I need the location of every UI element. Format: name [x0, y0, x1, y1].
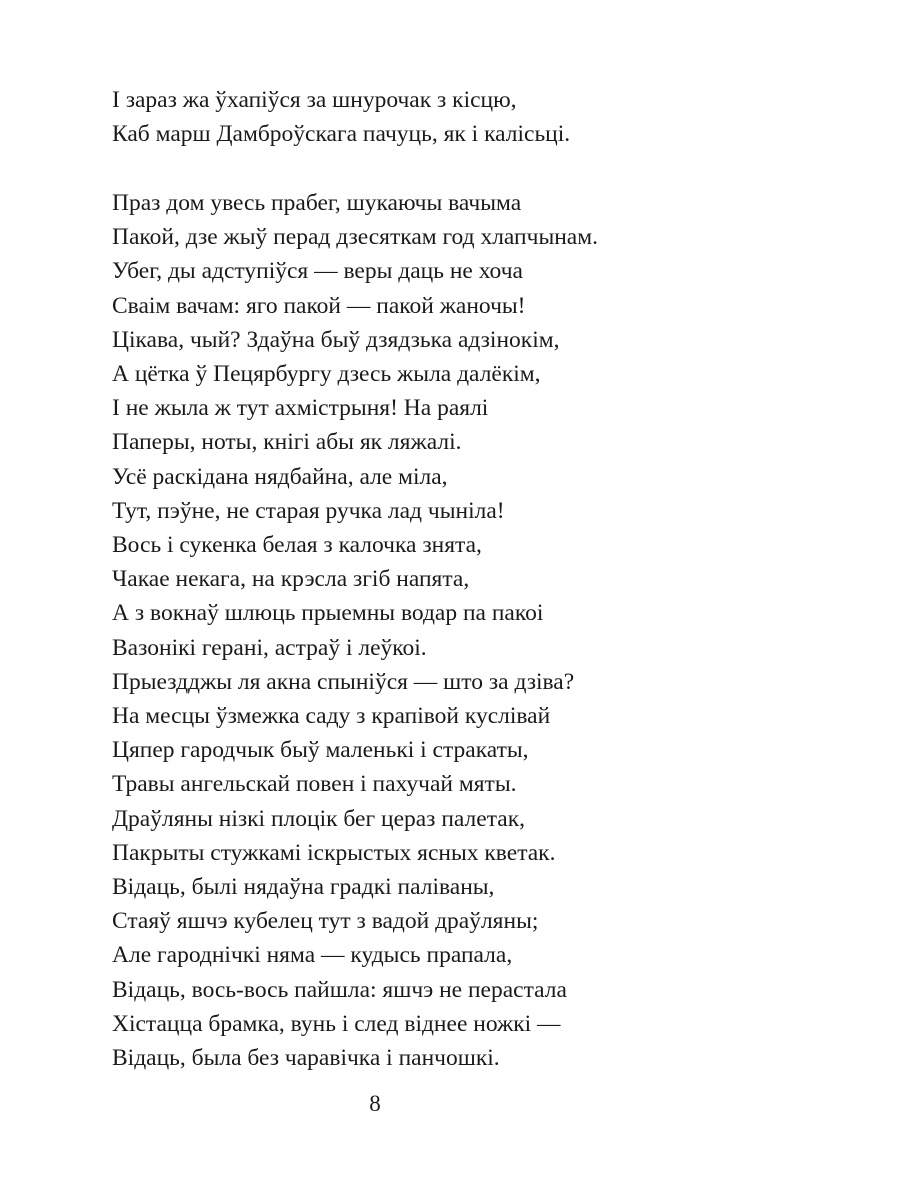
verse-line: Відаць, была без чаравічка і панчошкі. — [112, 1045, 500, 1072]
verse-line: Травы ангельскай повен і пахучай мяты. — [112, 771, 517, 798]
verse-line: Стаяў яшчэ кубелец тут з вадой драўляны; — [112, 908, 539, 935]
verse-line: Відаць, былі нядаўна градкі паліваны, — [112, 874, 495, 901]
verse-line: Сваім вачам: яго пакой — пакой жаночы! — [112, 292, 526, 319]
verse-line: Вось і сукенка белая з калочка знята, — [112, 532, 482, 559]
verse-line: Пакой, дзе жыў перад дзесяткам год хлапчынам. — [112, 224, 598, 251]
verse-line: Відаць, вось-вось пайшла: яшчэ не перастала — [112, 976, 567, 1003]
verse-line: А цётка ў Пецярбургу дзесь жыла далёкім, — [112, 361, 541, 388]
verse-line: Прыездджы ля акна спыніўся — што за дзіва? — [112, 668, 575, 695]
verse-line: Хістацца брамка, вунь і след віднее ножкі — — [112, 1010, 561, 1037]
verse-line: Праз дом увесь прабег, шукаючы вачыма — [112, 190, 522, 216]
verse-line: Але гароднічкі няма — кудысь прапала, — [112, 942, 513, 969]
verse-line: Цяпер гародчык быў маленькі і стракаты, — [112, 737, 529, 764]
verse-line: На месцы ўзмежка саду з крапівой куслівай — [112, 703, 551, 730]
stanza-2 — [112, 186, 598, 1075]
verse-line: І зараз жа ўхапіўся за шнурочак з кісцю, — [112, 87, 517, 113]
verse-line: Убег, ды адступіўся — веры даць не хоча — [112, 258, 523, 285]
verse-line: Тут, пэўне, не старая ручка лад чыніла! — [112, 497, 505, 524]
verse-line: І не жыла ж тут ахмістрыня! На раялі — [112, 395, 489, 422]
verse-line: Усё раскідана нядбайна, але міла, — [112, 463, 448, 490]
verse-line: Паперы, ноты, кнігі абы як ляжалі. — [112, 429, 462, 456]
verse-line: Пакрыты стужкамі іскрыстых ясных кветак. — [112, 839, 556, 866]
stanza-1 — [112, 83, 570, 151]
verse-line: Вазонікі герані, астраў і леўкоі. — [112, 634, 427, 661]
verse-line: Каб марш Дамброўскага пачуць, як і калісьці. — [112, 121, 571, 148]
verse-line: Цікава, чый? Здаўна быў дзядзька адзінокім, — [112, 326, 560, 353]
verse-line: Драўляны нізкі плоцік бег цераз палетак, — [112, 805, 525, 832]
verse-line: Чакае некага, на крэсла згіб напята, — [112, 566, 470, 593]
page-number: 8 — [369, 1091, 381, 1116]
verse-line: А з вокнаў шлюць прыемны водар па пакоі — [112, 600, 544, 627]
